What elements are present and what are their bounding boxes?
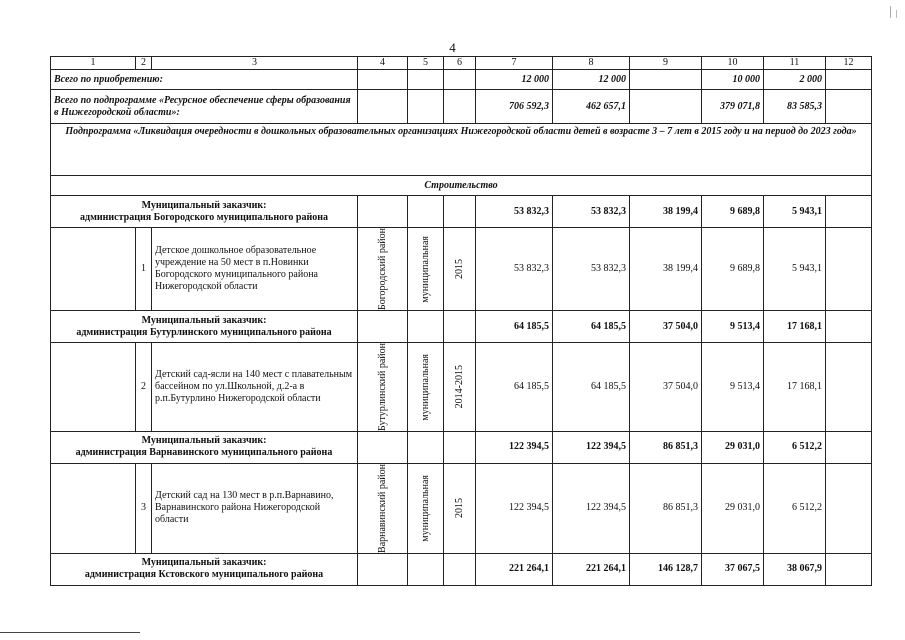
item-row — [51, 228, 872, 311]
item-name: Детское дошкольное образовательное учреждение на 50 мест в п.Новинки Богородского муниципального района Нижегородской области — [152, 228, 358, 311]
col-header: 11 — [764, 57, 826, 70]
value-cell: 83 585,3 — [764, 90, 826, 124]
value-cell: 146 128,7 — [630, 553, 702, 585]
ownership: муниципальная — [420, 353, 431, 421]
value-cell — [630, 90, 702, 124]
subprogram-title-row — [51, 124, 872, 176]
value-cell: 64 185,5 — [476, 311, 553, 343]
col-header: 3 — [152, 57, 358, 70]
customer-label — [51, 196, 358, 228]
value-cell: 122 394,5 — [476, 431, 553, 463]
col-header: 9 — [630, 57, 702, 70]
item-number: 3 — [136, 463, 152, 553]
value-cell: 37 504,0 — [630, 343, 702, 432]
customer-name: администрация Богородского муниципального района — [80, 211, 328, 223]
value-cell: 9 689,8 — [702, 228, 764, 311]
value-cell: 221 264,1 — [553, 553, 630, 585]
value-cell: 9 513,4 — [702, 311, 764, 343]
col-header: 7 — [476, 57, 553, 70]
value-cell: 379 071,8 — [702, 90, 764, 124]
value-cell: 38 199,4 — [630, 196, 702, 228]
item-number: 1 — [136, 228, 152, 311]
value-cell: 122 394,5 — [553, 463, 630, 553]
customer-name: администрация Бутурлинского муниципального района — [76, 326, 332, 338]
value-cell: 462 657,1 — [553, 90, 630, 124]
col-header: 10 — [702, 57, 764, 70]
years: 2015 — [454, 259, 465, 280]
value-cell: 706 592,3 — [476, 90, 553, 124]
ownership: муниципальная — [420, 475, 431, 542]
value-cell: 86 851,3 — [630, 431, 702, 463]
scan-mark — [890, 6, 891, 18]
value-cell: 64 185,5 — [553, 311, 630, 343]
customer-row — [51, 553, 872, 585]
customer-label — [51, 311, 358, 343]
value-cell: 53 832,3 — [476, 196, 553, 228]
district: Варнавинский район — [377, 463, 388, 553]
total-subprogram-row — [51, 90, 872, 124]
customer-row — [51, 431, 872, 463]
customer-row — [51, 196, 872, 228]
row-label: Всего по приобретению: — [51, 70, 358, 90]
customer-label — [51, 553, 358, 585]
ownership: муниципальная — [420, 235, 431, 303]
value-cell — [630, 70, 702, 90]
item-number: 2 — [136, 343, 152, 432]
column-number-row — [51, 57, 872, 70]
value-cell: 17 168,1 — [764, 311, 826, 343]
customer-line: Муниципальный заказчик: — [141, 314, 267, 326]
col-header: 1 — [51, 57, 136, 70]
customer-line: Муниципальный заказчик: — [141, 557, 267, 569]
program-table — [50, 56, 872, 586]
col-header: 4 — [358, 57, 408, 70]
value-cell: 53 832,3 — [553, 228, 630, 311]
page-number: 4 — [449, 40, 456, 55]
footnote-divider — [0, 632, 140, 633]
value-cell: 86 851,3 — [630, 463, 702, 553]
district: Бутурлинский район — [377, 343, 388, 431]
value-cell: 38 199,4 — [630, 228, 702, 311]
section-row — [51, 176, 872, 196]
value-cell: 6 512,2 — [764, 463, 826, 553]
customer-line: Муниципальный заказчик: — [141, 199, 267, 211]
section-title: Строительство — [51, 176, 872, 196]
value-cell: 12 000 — [476, 70, 553, 90]
value-cell: 29 031,0 — [702, 463, 764, 553]
value-cell: 38 067,9 — [764, 553, 826, 585]
subprogram-title: Подпрограмма «Ликвидация очередности в дошкольных образовательных организациях Нижегородской области детей в возрасте 3 – 7 лет в 2015 году и на период до 2023 года» — [51, 124, 872, 176]
customer-row — [51, 311, 872, 343]
customer-label — [51, 431, 358, 463]
item-row — [51, 463, 872, 553]
col-header: 8 — [553, 57, 630, 70]
row-label: Всего по подпрограмме «Ресурсное обеспечение сферы образования в Нижегородской области»: — [51, 90, 358, 124]
value-cell: 64 185,5 — [476, 343, 553, 432]
value-cell: 9 689,8 — [702, 196, 764, 228]
total-acquisition-row — [51, 70, 872, 90]
value-cell: 5 943,1 — [764, 228, 826, 311]
col-header: 12 — [826, 57, 872, 70]
value-cell: 221 264,1 — [476, 553, 553, 585]
district: Богородский район — [377, 228, 388, 311]
value-cell: 53 832,3 — [476, 228, 553, 311]
value-cell: 37 504,0 — [630, 311, 702, 343]
value-cell: 2 000 — [764, 70, 826, 90]
item-name: Детский сад на 130 мест в р.п.Варнавино, Варнавинского района Нижегородской области — [152, 463, 358, 553]
customer-line: Муниципальный заказчик: — [141, 435, 267, 447]
col-header: 5 — [408, 57, 444, 70]
col-header: 6 — [444, 57, 476, 70]
value-cell: 5 943,1 — [764, 196, 826, 228]
item-row — [51, 343, 872, 432]
value-cell: 12 000 — [553, 70, 630, 90]
customer-name: администрация Кстовского муниципального района — [84, 569, 324, 581]
value-cell: 122 394,5 — [553, 431, 630, 463]
value-cell: 64 185,5 — [553, 343, 630, 432]
scan-mark — [896, 10, 897, 18]
value-cell: 6 512,2 — [764, 431, 826, 463]
value-cell: 53 832,3 — [553, 196, 630, 228]
years: 2015 — [454, 498, 465, 519]
years: 2014-2015 — [454, 365, 465, 409]
value-cell: 29 031,0 — [702, 431, 764, 463]
value-cell: 122 394,5 — [476, 463, 553, 553]
value-cell: 9 513,4 — [702, 343, 764, 432]
value-cell: 17 168,1 — [764, 343, 826, 432]
item-name: Детский сад-ясли на 140 мест с плавательным бассейном по ул.Школьной, д.2-а в р.п.Бутурлино Нижегородской области — [152, 343, 358, 432]
col-header: 2 — [136, 57, 152, 70]
value-cell: 10 000 — [702, 70, 764, 90]
value-cell: 37 067,5 — [702, 553, 764, 585]
customer-name: администрация Варнавинского муниципального района — [75, 447, 333, 459]
